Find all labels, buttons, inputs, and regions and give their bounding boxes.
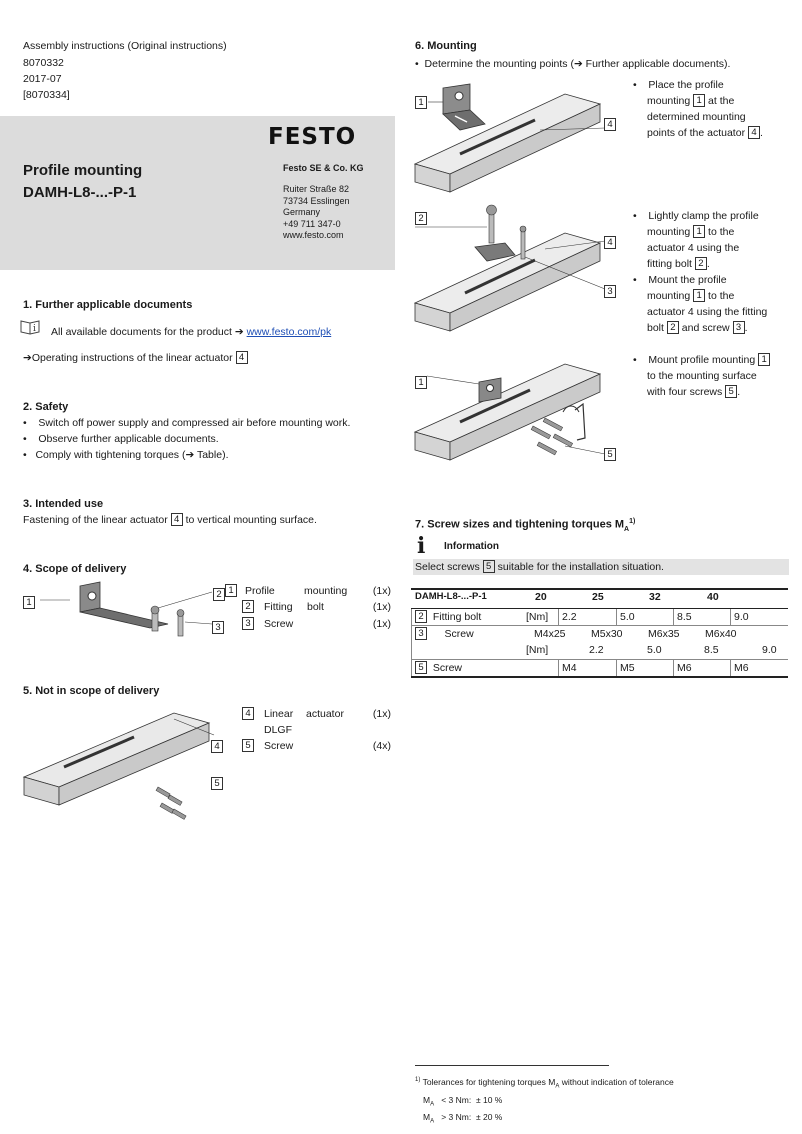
table-cell: 5.0 [647, 644, 662, 656]
table-head-size: 25 [592, 591, 604, 603]
intended-use-text: Fastening of the linear actuator 4 to vertical mounting surface. [23, 514, 317, 526]
festo-logo: FESTO [268, 124, 357, 150]
step2-callout-4: 4 [604, 236, 616, 249]
callout-2: 2 [213, 588, 225, 601]
table-cell: [Nm] [526, 611, 549, 623]
info-text: Select screws 5 suitable for the installation situation. [413, 559, 789, 575]
doc-header-line: Assembly instructions (Original instructions) [23, 40, 227, 52]
company-address [283, 184, 350, 242]
step4-callout-1: 1 [415, 376, 427, 389]
doc-ref: [8070334] [23, 89, 70, 101]
table-cell: 2.2 [562, 611, 577, 623]
callout-4: 4 [211, 740, 223, 753]
step4-callout-5: 5 [604, 448, 616, 461]
callout-1: 1 [23, 596, 35, 609]
section-2-heading: 2. Safety [23, 401, 69, 413]
page-title: Profile mounting [23, 162, 143, 179]
table-cell: 9.0 [762, 644, 777, 656]
company-name: Festo SE & Co. KG [283, 163, 364, 173]
table-cell: M5x30 [591, 628, 623, 640]
table-row: 2 Fitting bolt [415, 609, 481, 625]
ref-box: 4 [171, 513, 183, 526]
table-cell: M4 [562, 662, 577, 674]
address-line: +49 711 347-0 [283, 218, 341, 229]
table-cell: M6 [677, 662, 692, 674]
docs-text: All available documents for the product [51, 326, 232, 338]
callout-5: 5 [211, 777, 223, 790]
ref-box: 4 [236, 351, 248, 364]
address-line: 73734 Esslingen [283, 195, 350, 206]
scope-item-2: 2 Fitting bolt (1x) [242, 599, 391, 615]
section-7-heading: 7. Screw sizes and tightening torques $M_A^{1)}$ [415, 518, 636, 533]
safety-item: • Observe further applicable documents. [23, 433, 219, 445]
step-3-text: • Mount the profile mounting 1 to the actuator 4 using the fitting bolt 2 and screw 3 . [633, 274, 768, 334]
step-4-text: • Mount profile mounting 1 to the mounting surface with four screws 5 . [633, 352, 770, 400]
table-cell: 5.0 [620, 611, 635, 623]
step2-callout-2: 2 [415, 212, 427, 225]
doc-date: 2017-07 [23, 73, 62, 85]
festo-pk-link[interactable]: www.festo.com/pk [246, 326, 332, 338]
book-info-icon [20, 319, 42, 335]
arrow-icon: ➔ [234, 326, 244, 338]
arrow-icon: ➔ [23, 352, 32, 364]
table-cell: [Nm] [526, 644, 549, 656]
table-cell: M6x35 [648, 628, 680, 640]
docs-line [51, 324, 331, 340]
table-cell: 9.0 [734, 611, 749, 623]
step-2-illustration [415, 205, 620, 340]
table-cell: 8.5 [704, 644, 719, 656]
table-head-model: DAMH-L8-...-P-1 [415, 591, 487, 602]
table-cell: M4x25 [534, 628, 566, 640]
scope-item-1: 1 Profile mounting (1x) [225, 583, 391, 599]
table-head-size: 20 [535, 591, 547, 603]
info-title: Information [444, 541, 499, 552]
step-2-text: • Lightly clamp the profile mounting 1 to the actuator 4 using the fitting bolt 2 . [633, 210, 759, 270]
table-cell: M6 [734, 662, 749, 674]
step-4-illustration [415, 360, 620, 475]
not-scope-item-5: 5 Screw (4x) [242, 738, 391, 754]
step1-callout-1: 1 [415, 96, 427, 109]
safety-item: • Switch off power supply and compressed air before mounting work. [23, 417, 351, 429]
table-row: 3 Screw [415, 626, 474, 642]
product-model: DAMH-L8-...-P-1 [23, 184, 137, 201]
table-cell: 8.5 [677, 611, 692, 623]
footnote-rule [415, 1065, 609, 1066]
info-icon: i [417, 533, 426, 559]
ops-text: Operating instructions of the linear actuator [31, 352, 233, 364]
address-line: Germany [283, 207, 321, 217]
table-row: 5 Screw [415, 660, 462, 676]
section-1-heading: 1. Further applicable documents [23, 299, 193, 311]
step-1-text: • Place the profile mounting 1 at the determined mounting points of the actuator 4 . [633, 79, 763, 139]
step2-callout-3: 3 [604, 285, 616, 298]
section-3-heading: 3. Intended use [23, 498, 104, 510]
step-1-illustration [415, 82, 620, 200]
section-5-heading: 5. Not in scope of delivery [23, 685, 160, 697]
table-cell: 2.2 [589, 644, 604, 656]
linear-actuator-illustration [24, 705, 224, 815]
footnote: $^{1)}$ Tolerances for tightening torques $M_A$ without indication of tolerance $M_A$ < 3 Nm: ± 10 % $M_A$ > 3 Nm: ± 20 % [415, 1076, 674, 1125]
ops-instructions-line [23, 350, 248, 366]
safety-item: • Comply with tightening torques (➔ Table). [23, 449, 229, 461]
svg-text:i: i [33, 324, 36, 334]
callout-3: 3 [212, 621, 224, 634]
section-4-heading: 4. Scope of delivery [23, 563, 127, 575]
not-scope-item-4: 4 Linear actuator (1x) [242, 706, 391, 722]
step1-callout-4: 4 [604, 118, 616, 131]
mounting-intro: • Determine the mounting points (➔ Further applicable documents). [415, 58, 731, 70]
table-cell: M6x40 [705, 628, 737, 640]
address-line: Ruiter Straße 82 [283, 184, 350, 194]
scope-parts-illustration [40, 578, 220, 638]
doc-number: 8070332 [23, 57, 64, 69]
address-line: www.festo.com [283, 230, 344, 240]
not-scope-item-4-line2: DLGF [264, 724, 293, 736]
section-6-heading: 6. Mounting [415, 40, 477, 52]
table-head-size: 32 [649, 591, 661, 603]
table-head-size: 40 [707, 591, 719, 603]
table-cell: M5 [620, 662, 635, 674]
scope-item-3: 3 Screw (1x) [242, 616, 391, 632]
